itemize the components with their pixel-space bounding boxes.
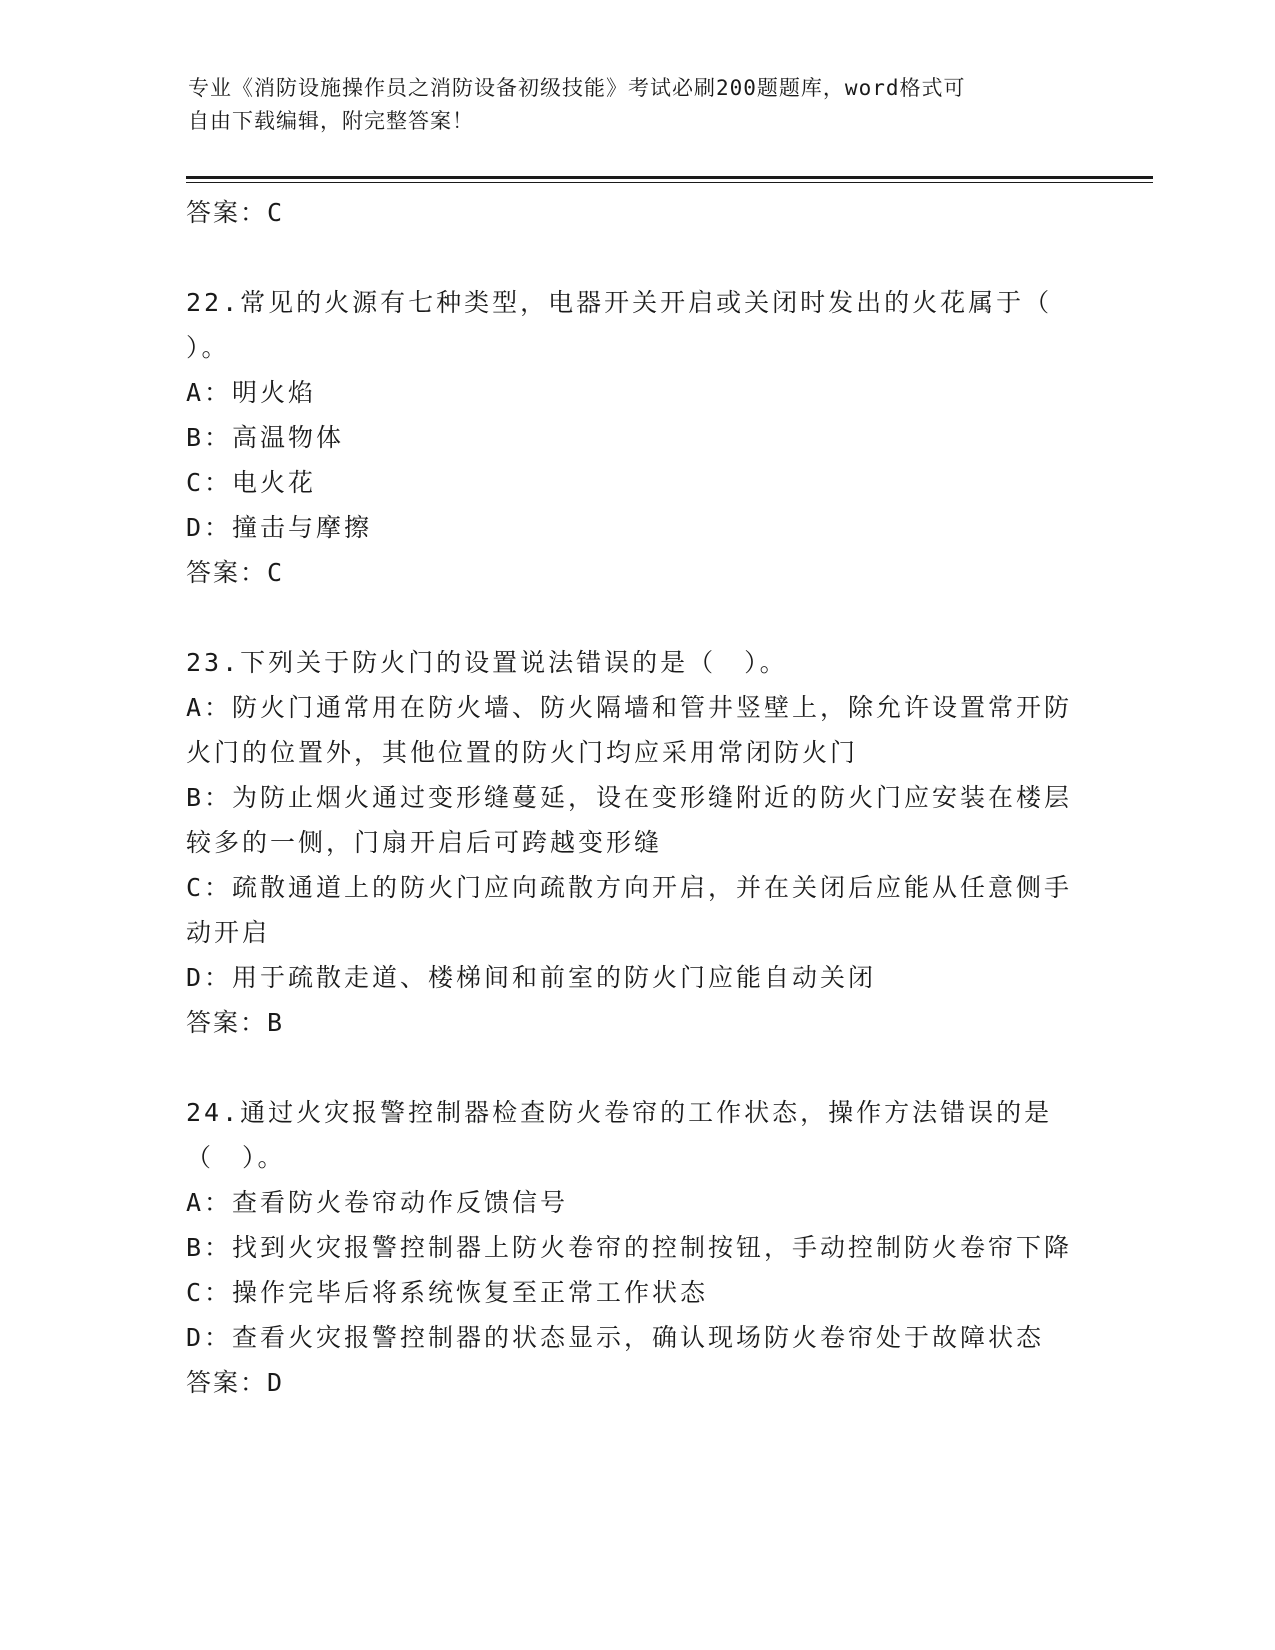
question-block (186, 640, 1076, 1045)
option-c: C：电火花 (186, 468, 317, 497)
option-d: D：用于疏散走道、楼梯间和前室的防火门应能自动关闭 (186, 963, 877, 992)
question-stem: 22.常见的火源有七种类型，电器开关开启或关闭时发出的火花属于（ ）。 (186, 288, 1071, 362)
question-block (186, 1090, 1076, 1405)
header-line-1: 专业《消防设施操作员之消防设备初级技能》考试必刷200题题库，word格式可 (188, 76, 966, 100)
option-b: B：为防止烟火通过变形缝蔓延，设在变形缝附近的防火门应安装在楼层较多的一侧，门扇开启后可跨越变形缝 (186, 783, 1073, 857)
option-a: A：查看防火卷帘动作反馈信号 (186, 1188, 569, 1217)
answer-line: 答案：C (186, 558, 285, 587)
spacer (186, 1045, 1076, 1090)
option-c: C：疏散通道上的防火门应向疏散方向开启，并在关闭后应能从任意侧手动开启 (186, 873, 1073, 947)
spacer (186, 595, 1076, 640)
answer-line: 答案：B (186, 1008, 285, 1037)
document-header (188, 72, 1068, 138)
option-b: B：找到火灾报警控制器上防火卷帘的控制按钮，手动控制防火卷帘下降 (186, 1233, 1073, 1262)
question-block (186, 280, 1076, 595)
document-body (186, 190, 1076, 1405)
answer-line: 答案：C (186, 198, 285, 227)
question-stem: 24.通过火灾报警控制器检查防火卷帘的工作状态，操作方法错误的是（ ）。 (186, 1098, 1053, 1172)
option-a: A：防火门通常用在防火墙、防火隔墙和管井竖壁上，除允许设置常开防火门的位置外，其他位置的防火门均应采用常闭防火门 (186, 693, 1073, 767)
answer-line: 答案：D (186, 1368, 285, 1397)
option-c: C：操作完毕后将系统恢复至正常工作状态 (186, 1278, 709, 1307)
header-line-2: 自由下载编辑，附完整答案！ (188, 109, 474, 133)
option-d: D：撞击与摩擦 (186, 513, 373, 542)
header-divider-thin (186, 182, 1153, 183)
option-d: D：查看火灾报警控制器的状态显示，确认现场防火卷帘处于故障状态 (186, 1323, 1045, 1352)
header-divider-thick (186, 176, 1153, 179)
spacer (186, 235, 1076, 280)
question-stem: 23.下列关于防火门的设置说法错误的是（ ）。 (186, 648, 788, 677)
option-a: A：明火焰 (186, 378, 317, 407)
option-b: B：高温物体 (186, 423, 345, 452)
